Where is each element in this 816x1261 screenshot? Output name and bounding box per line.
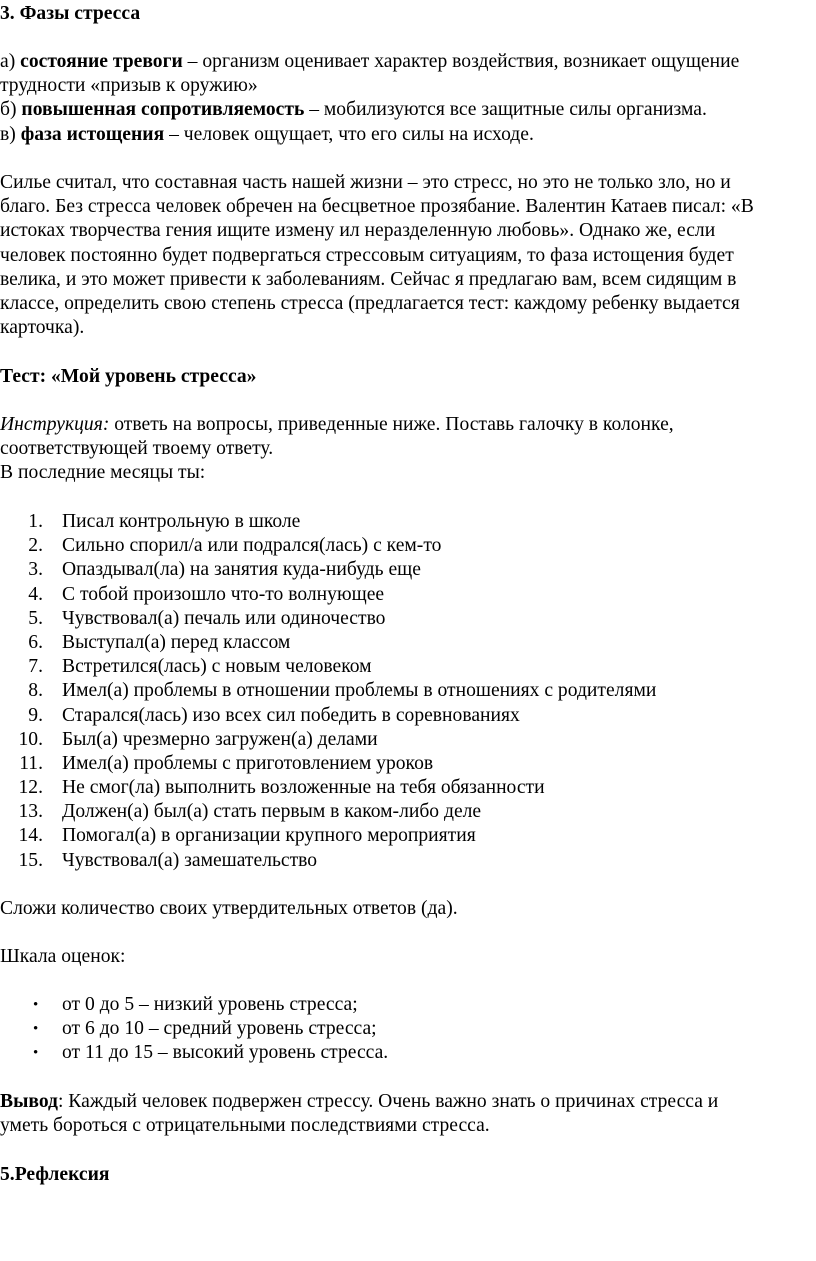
question-item [0, 558, 810, 582]
phase-a [0, 50, 810, 74]
question-item [0, 704, 810, 728]
question-text: С тобой произошло что-то волнующее [62, 583, 385, 605]
section-3-title: 3. Фазы стресса [0, 3, 141, 24]
phase-c-text: – человек ощущает, что его силы на исходе. [164, 123, 534, 145]
phase-a-prefix: а) [0, 51, 21, 72]
paragraph-line: велика, и это может привести к заболеваниям. Сейчас я предлагаю вам, всем сидящим в [0, 268, 737, 290]
bullet-icon: • [33, 1021, 39, 1038]
paragraph-line: карточка). [0, 317, 85, 339]
test-title: Тест: «Мой уровень стресса» [0, 366, 257, 387]
section-3-heading [0, 2, 810, 26]
question-text: Должен(а) был(а) стать первым в каком-либо деле [62, 801, 482, 823]
phase-c [0, 123, 810, 147]
question-number: 12. [18, 777, 43, 799]
paragraph-line: классе, определить свою степень стресса (предлагается тест: каждому ребенку выдается [0, 293, 740, 315]
question-text: Имел(а) проблемы в отношении проблемы в отношениях с родителями [62, 680, 657, 702]
question-number: 14. [18, 825, 43, 847]
stress-phases [0, 50, 810, 147]
phase-c-prefix: в) [0, 123, 21, 145]
instruction-line-1 [0, 413, 810, 437]
phase-c-term: фаза истощения [20, 123, 165, 145]
scale-heading-block [0, 945, 810, 969]
scale-text: от 0 до 5 – низкий уровень стресса; [62, 994, 358, 1015]
instruction-label: Инструкция: [0, 414, 110, 435]
section-5-title: 5.Рефлексия [0, 1164, 110, 1185]
count-instruction: Сложи количество своих утвердительных ответов (да). [0, 898, 458, 919]
question-item [0, 631, 810, 655]
paragraph-line: благо. Без стресса человек обречен на бесцветное прозябание. Валентин Катаев писал: «В [0, 196, 754, 218]
question-number: 10. [18, 728, 43, 750]
question-item [0, 728, 810, 752]
question-number: 15. [18, 849, 43, 871]
question-number: 7. [28, 656, 43, 678]
selye-paragraph [0, 171, 810, 340]
scale-item [0, 993, 810, 1017]
question-number: 3. [28, 559, 43, 581]
phase-a-continued: трудности «призыв к оружию» [0, 75, 258, 97]
paragraph-line: Силье считал, что составная часть нашей жизни – это стресс, но это не только зло, но и [0, 172, 731, 193]
phase-b-text: – мобилизуются все защитные силы организма. [304, 99, 707, 121]
question-item [0, 679, 810, 703]
count-instruction-block [0, 897, 810, 921]
question-text: Не смог(ла) выполнить возложенные на тебя обязанности [62, 777, 545, 799]
question-text: Был(а) чрезмерно загружен(а) делами [62, 728, 378, 750]
question-text: Старался(лась) изо всех сил победить в соревнованиях [62, 704, 520, 726]
question-number: 13. [18, 801, 43, 823]
instruction-text: ответь на вопросы, приведенные ниже. Поставь галочку в колонке, [109, 414, 674, 435]
conclusion-text: : Каждый человек подвержен стрессу. Очень важно знать о причинах стресса и [57, 1091, 719, 1112]
question-text: Сильно спорил/а или подрался(лась) с кем-то [62, 535, 442, 557]
question-number: 11. [19, 752, 43, 774]
question-item [0, 849, 810, 873]
scale-list [0, 993, 810, 1066]
question-item [0, 583, 810, 607]
question-number: 1. [28, 511, 43, 532]
question-item [0, 800, 810, 824]
paragraph-line: истоках творчества гения ищите измену ил неразделенную любовь». Однако же, если [0, 220, 716, 242]
scale-item [0, 1041, 810, 1065]
scale-label: Шкала оценок: [0, 946, 126, 967]
question-item [0, 776, 810, 800]
paragraph-line: человек постоянно будет подвергаться стрессовым ситуациям, то фаза истощения будет [0, 244, 734, 266]
scale-item [0, 1017, 810, 1041]
bullet-icon: • [33, 997, 39, 1013]
question-number: 6. [28, 631, 43, 653]
question-text: Выступал(а) перед классом [62, 631, 291, 653]
question-text: Помогал(а) в организации крупного мероприятия [62, 825, 476, 847]
question-item [0, 510, 810, 534]
conclusion-line-1 [0, 1090, 810, 1114]
question-text: Имел(а) проблемы с приготовлением уроков [62, 752, 434, 774]
phase-b-prefix: б) [0, 99, 22, 121]
conclusion-line-2: уметь бороться с отрицательными последствиями стресса. [0, 1115, 490, 1137]
question-item [0, 655, 810, 679]
question-number: 8. [28, 680, 43, 702]
question-list [0, 510, 810, 873]
scale-text: от 6 до 10 – средний уровень стресса; [62, 1018, 377, 1040]
question-text: Писал контрольную в школе [62, 511, 301, 532]
question-item [0, 607, 810, 631]
question-number: 9. [28, 704, 43, 726]
question-number: 5. [28, 607, 43, 629]
question-text: Опаздывал(ла) на занятия куда-нибудь еще [62, 559, 421, 581]
scale-text: от 11 до 15 – высокий уровень стресса. [62, 1042, 389, 1064]
test-heading [0, 365, 810, 389]
phase-a-text: – организм оценивает характер воздействия, возникает ощущение [182, 51, 740, 72]
test-intro: В последние месяцы ты: [0, 462, 206, 484]
phase-b-term: повышенная сопротивляемость [21, 99, 305, 121]
section-5-heading [0, 1163, 810, 1187]
conclusion-label: Вывод [0, 1091, 58, 1112]
question-item [0, 534, 810, 558]
question-text: Встретился(лась) с новым человеком [62, 656, 372, 678]
question-number: 4. [28, 583, 43, 605]
question-number: 2. [28, 535, 43, 557]
test-instruction [0, 413, 810, 486]
instruction-line-2: соответствующей твоему ответу. [0, 438, 274, 460]
phase-a-term: состояние тревоги [20, 51, 183, 72]
question-text: Чувствовал(а) печаль или одиночество [62, 607, 386, 629]
conclusion-block [0, 1090, 810, 1138]
question-item [0, 824, 810, 848]
phase-b [0, 98, 810, 122]
question-item [0, 752, 810, 776]
question-text: Чувствовал(а) замешательство [62, 849, 318, 871]
bullet-icon: • [33, 1045, 39, 1062]
